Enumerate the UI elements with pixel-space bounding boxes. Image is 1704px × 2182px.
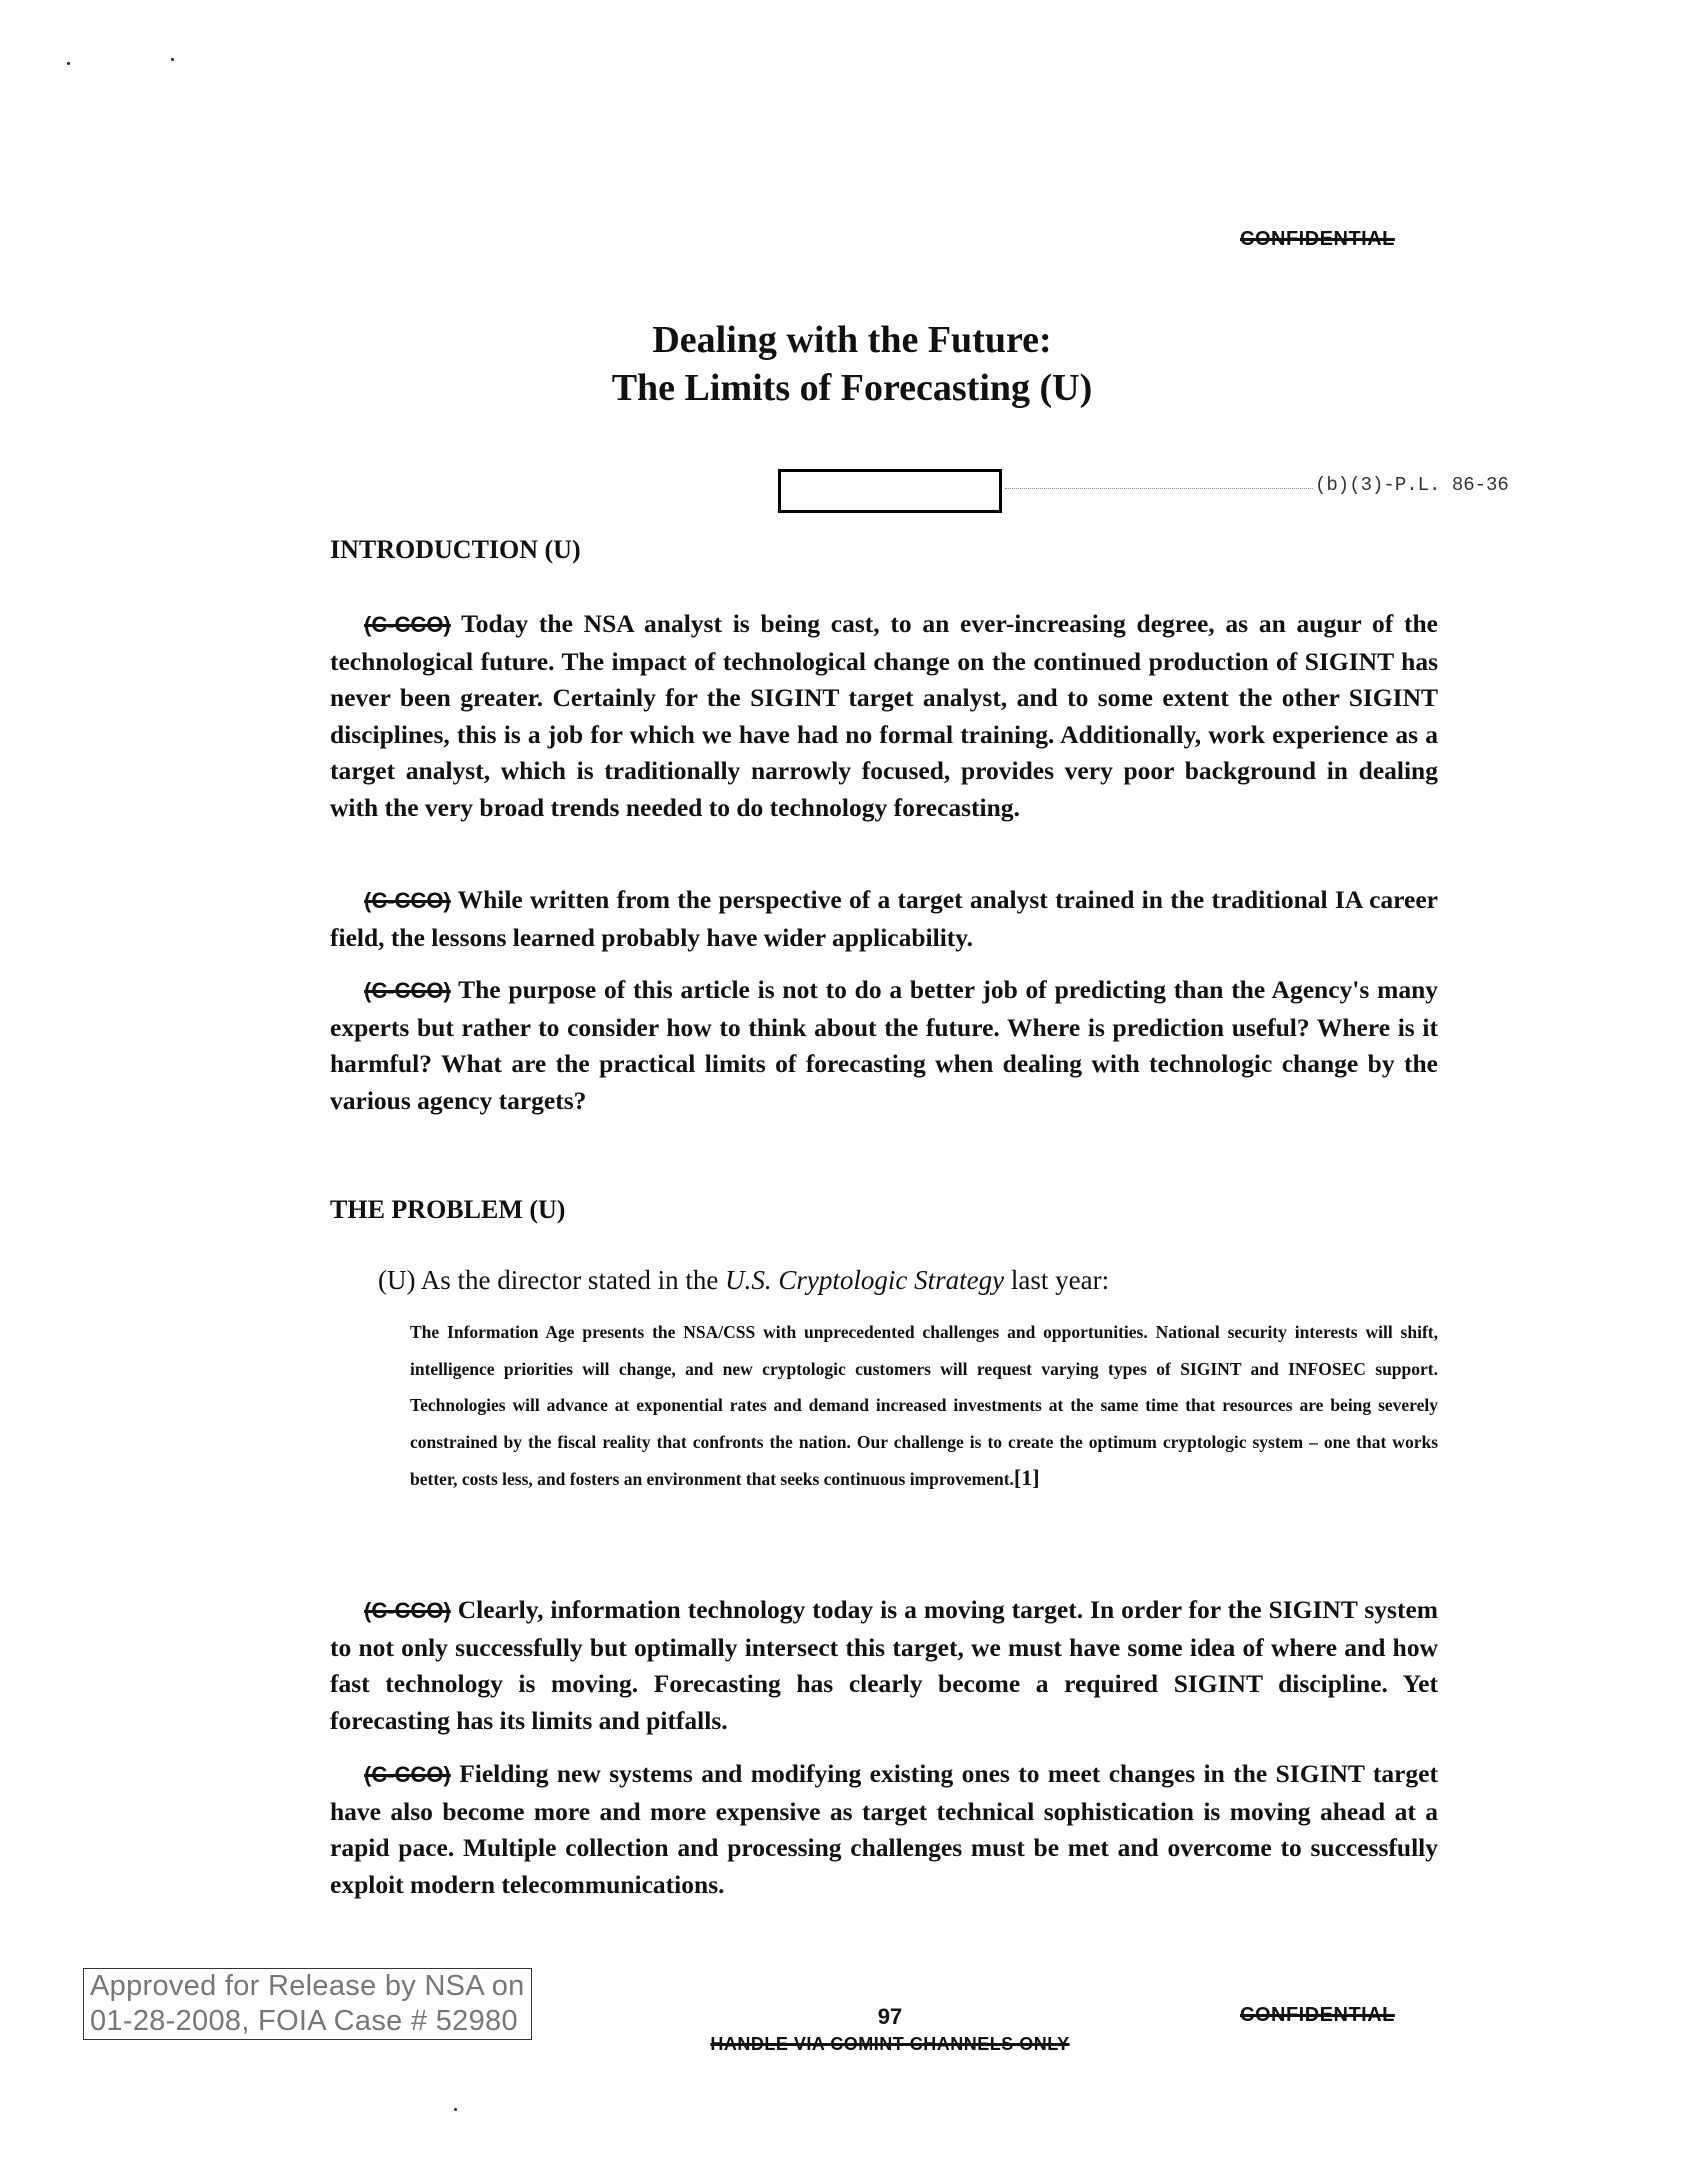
page-number: 97: [877, 2004, 903, 2029]
quote-intro-prefix: (U) As the director stated in the: [378, 1265, 726, 1295]
classification-marking: (C-CCO): [364, 978, 451, 1003]
intro-paragraph-3: [330, 972, 1438, 1119]
scan-speck: [171, 58, 174, 61]
quote-text: The Information Age presents the NSA/CSS with unprecedented challenges and opportunities. National security interests will shift, intelligence priorities will change, and new cryptologic customers will request varying types of SIGINT and INFOSEC support. Technologies will advance at exponential rates and demand increased investments at the same time that resources are being severely constrained by the fiscal reality that confronts the nation. Our challenge is to create the optimum cryptologic system – one that works better, costs less, and fosters an environment that seeks continuous improvement.: [410, 1322, 1438, 1489]
problem-heading: THE PROBLEM (U): [330, 1195, 566, 1224]
intro-paragraph-1: [330, 606, 1438, 826]
release-stamp-line-1: Approved for Release by NSA on: [90, 1970, 525, 2002]
quote-intro-suffix: last year:: [1004, 1265, 1110, 1295]
release-stamp-line-2: 01-28-2008, FOIA Case # 52980: [90, 2005, 518, 2037]
footer-classification: CONFIDENTIAL: [1240, 2004, 1395, 2026]
title-line-2: The Limits of Forecasting (U): [611, 367, 1093, 409]
paragraph-text: While written from the perspective of a target analyst trained in the traditional IA career field, the lessons learned probably have wider applicability.: [330, 885, 1438, 952]
classification-marking: (C-CCO): [364, 1762, 451, 1787]
strategy-quote: [410, 1314, 1438, 1498]
scan-speck: [454, 2108, 457, 2111]
footnote-reference: [1]: [1013, 1465, 1040, 1490]
classification-marking: (C-CCO): [364, 888, 451, 913]
introduction-heading: INTRODUCTION (U): [330, 535, 581, 564]
quote-intro: [378, 1262, 1438, 1298]
handling-caveat: HANDLE VIA COMINT CHANNELS ONLY: [710, 2034, 1070, 2054]
redaction-leader-line: [1005, 488, 1313, 489]
problem-paragraph-2: [330, 1756, 1438, 1903]
classification-marking: (C-CCO): [364, 1598, 451, 1623]
paragraph-text: The purpose of this article is not to do a better job of predicting than the Agency's many experts but rather to consider how to think about the future. Where is prediction useful? Where is it harmful? What are the practical limits of forecasting when dealing with technologic change by the various agency targets?: [330, 975, 1438, 1115]
header-classification: CONFIDENTIAL: [1240, 228, 1395, 250]
paragraph-text: Clearly, information technology today is a moving target. In order for the SIGINT system to not only successfully but optimally intersect this target, we must have some idea of where and how fast technology is moving. Forecasting has clearly become a required SIGINT discipline. Yet forecasting has its limits and pitfalls.: [330, 1595, 1439, 1735]
redacted-author-box: [778, 469, 1002, 513]
redaction-exemption: (b)(3)-P.L. 86-36: [1315, 474, 1509, 496]
classification-marking: (C-CCO): [364, 612, 451, 637]
paragraph-text: Today the NSA analyst is being cast, to an ever-increasing degree, as an augur of the technological future. The impact of technological change on the continued production of SIGINT has never been greater. Certainly for the SIGINT target analyst, and to some extent the other SIGINT disciplines, this is a job for which we have had no formal training. Additionally, work experience as a target analyst, which is traditionally narrowly focused, provides very poor background in dealing with the very broad trends needed to do technology forecasting.: [330, 609, 1438, 822]
title-line-1: Dealing with the Future:: [652, 319, 1052, 361]
paragraph-text: Fielding new systems and modifying existing ones to meet changes in the SIGINT target have also become more and more expensive as target technical sophistication is moving ahead at a rapid pace. Multiple collection and processing challenges must be met and overcome to successfully exploit modern telecommunications.: [330, 1759, 1438, 1899]
problem-paragraph-1: [330, 1592, 1438, 1739]
intro-paragraph-2: [330, 882, 1438, 956]
document-title: [0, 316, 1704, 412]
strategy-title: U.S. Cryptologic Strategy: [725, 1265, 1005, 1295]
scan-speck: [67, 62, 70, 65]
